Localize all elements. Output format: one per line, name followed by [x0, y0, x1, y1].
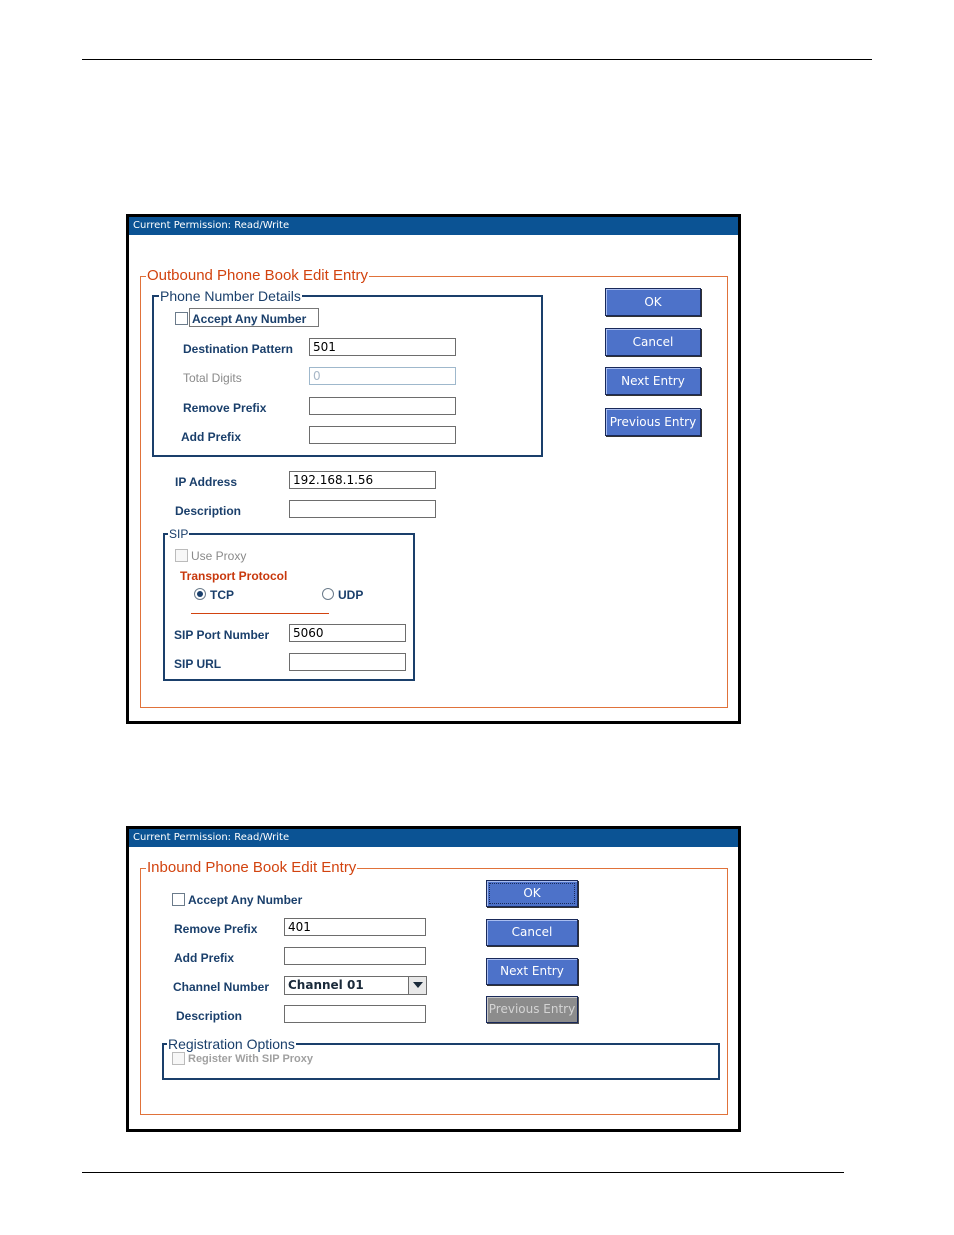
add-prefix-label: Add Prefix — [181, 430, 242, 444]
add-prefix-input[interactable] — [284, 947, 426, 965]
tcp-radio[interactable] — [194, 588, 206, 600]
sip-port-label: SIP Port Number — [174, 628, 270, 642]
next-entry-button[interactable]: Next Entry — [605, 367, 701, 395]
accept-any-number-checkbox[interactable] — [175, 312, 188, 325]
previous-entry-button: Previous Entry — [486, 996, 578, 1023]
top-rule — [82, 59, 872, 60]
inbound-edit-window — [126, 826, 741, 1132]
destination-pattern-input[interactable]: 501 — [309, 338, 456, 356]
cancel-button[interactable]: Cancel — [605, 328, 701, 356]
description-input[interactable] — [284, 1005, 426, 1023]
permission-bar: Current Permission: Read/Write — [129, 217, 738, 235]
chevron-down-icon[interactable] — [408, 977, 426, 994]
inbound-title: Inbound Phone Book Edit Entry — [147, 859, 357, 876]
transport-protocol-label: Transport Protocol — [180, 569, 288, 583]
next-entry-button[interactable]: Next Entry — [486, 958, 578, 985]
accept-any-number-label: Accept Any Number — [192, 312, 307, 326]
ok-button[interactable]: OK — [486, 880, 578, 907]
accept-any-number-checkbox[interactable] — [172, 893, 185, 906]
registration-options-legend: Registration Options — [168, 1036, 295, 1052]
total-digits-input: 0 — [309, 367, 456, 385]
sip-url-input[interactable] — [289, 653, 406, 671]
sip-legend: SIP — [169, 527, 189, 541]
ip-address-input[interactable]: 192.168.1.56 — [289, 471, 436, 489]
phone-number-details-legend: Phone Number Details — [160, 288, 301, 304]
description-label: Description — [175, 504, 242, 518]
register-sip-proxy-label: Register With SIP Proxy — [188, 1053, 314, 1065]
tcp-label: TCP — [210, 588, 234, 602]
udp-label: UDP — [338, 588, 364, 602]
outbound-edit-window — [126, 214, 741, 724]
ok-button[interactable]: OK — [605, 288, 701, 316]
description-input[interactable] — [289, 500, 436, 518]
sip-url-label: SIP URL — [174, 657, 222, 671]
description-label: Description — [176, 1009, 243, 1023]
sip-port-input[interactable]: 5060 — [289, 624, 406, 642]
udp-radio[interactable] — [322, 588, 334, 600]
use-proxy-checkbox — [175, 549, 188, 562]
remove-prefix-input[interactable]: 401 — [284, 918, 426, 936]
channel-number-value: Channel 01 — [288, 978, 364, 992]
destination-pattern-label: Destination Pattern — [183, 342, 294, 356]
outbound-title: Outbound Phone Book Edit Entry — [147, 267, 368, 284]
ip-address-label: IP Address — [175, 475, 238, 489]
total-digits-label: Total Digits — [183, 371, 242, 385]
register-sip-proxy-checkbox — [172, 1052, 185, 1065]
remove-prefix-label: Remove Prefix — [174, 922, 258, 936]
remove-prefix-label: Remove Prefix — [183, 401, 267, 415]
transport-separator — [191, 613, 329, 614]
channel-number-select[interactable] — [284, 976, 427, 995]
permission-bar: Current Permission: Read/Write — [129, 829, 738, 847]
remove-prefix-input[interactable] — [309, 397, 456, 415]
accept-any-number-label: Accept Any Number — [188, 893, 303, 907]
bottom-rule — [82, 1172, 844, 1173]
cancel-button[interactable]: Cancel — [486, 919, 578, 946]
add-prefix-label: Add Prefix — [174, 951, 235, 965]
previous-entry-button[interactable]: Previous Entry — [605, 408, 701, 436]
channel-number-label: Channel Number — [173, 980, 270, 994]
add-prefix-input[interactable] — [309, 426, 456, 444]
use-proxy-label: Use Proxy — [191, 549, 247, 563]
